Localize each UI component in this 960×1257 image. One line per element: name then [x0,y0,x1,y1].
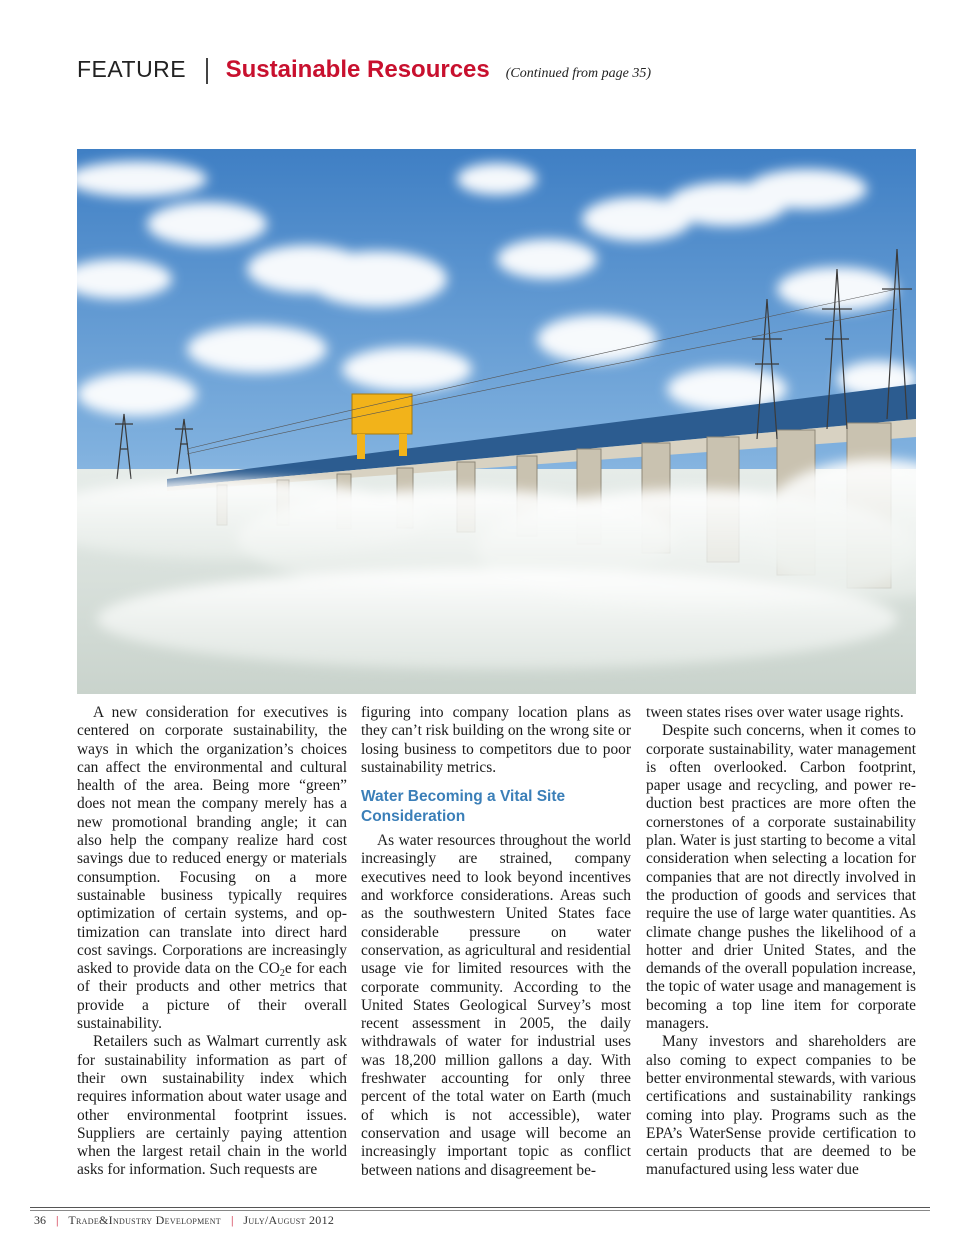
article-column-2 [361,704,631,1180]
page-number: 36 [34,1213,46,1227]
paragraph [77,704,347,1033]
continued-note: (Continued from page 35) [505,66,652,81]
issue-date: July/August 2012 [243,1213,335,1227]
paragraph: As water resources throughout the world increasingly are strained, company executives need to look beyond incentives and workforce considerations. Areas such as the southwestern United States face considerable pressure on water conservation, as agricultural and residential usage vie for limited resources with the corporate community. According to the United States Geological Survey’s most recent assessment in 2005, the daily withdrawals of water for industrial uses was 18,200 million gallons a day. With freshwater accounting for only three percent of the total water on Earth (much of which is not accessible), water conservation and usage will become an increasingly important topic as conflict between nations and disagreement be- [361,832,631,1179]
footer-rule [30,1207,930,1208]
dam-illustration [77,149,916,694]
subscript-2: 2 [279,968,285,980]
footer-separator: | [230,1213,234,1227]
article-title: Sustainable Resources [225,56,490,83]
paragraph-text: e for each of their products and other metrics that provide a picture of their overall sustainability. [77,960,347,1033]
page-header [77,56,651,86]
article-column-1 [77,704,347,1180]
paragraph: tween states rises over water usage rights. [646,704,904,721]
footer-rule-secondary [30,1210,930,1211]
paragraph: figuring into company location plans as they can’t risk building on the wrong site or losing business to competitors due to poor sustainability metrics. [361,704,631,776]
paragraph-text: A new consideration for executives is centered on corporate sustainability, the ways in which the organization’s choices can affect the environmental and cultural health of the area. Being more “green” does not mean the company merely has a new promotional branding angle; it can also help the company realize hard cost savings due to reduced energy or materials consumption. Focusing on a more sustainable business typically requires optimization of certain systems, and optimization can translate into direct hard cost savings. Corporations are increasingly asked to provide data on the CO [77,704,347,978]
publication-name: Trade&Industry Development [68,1213,221,1227]
hydroelectric-dam-photo [77,149,916,694]
header-divider [206,58,208,84]
paragraph: Many investors and shareholders are also coming to expect companies to be better environmental stewards, with various certifications and sustainability rankings coming into play. Programs such as the EPA’s WaterSense provide certification to certain products that are deemed to be manufactured using less water due [646,1033,916,1179]
section-label: FEATURE [77,56,187,82]
article-column-3 [646,704,916,1180]
paragraph: Despite such concerns, when it comes to corporate sustainability, water management is often overlooked. Carbon footprint, paper usage and recycling, and power reduction best practices are more often the cornerstones of a corporate sustainability plan. Water is just starting to become a vital consideration when selecting a location for companies that are not directly involved in the production of goods and services that require the use of large water quantities. As climate change pushes the likelihood of a hotter and drier United States, and the demands of the overall population increase, the topic of water usage and management is becoming a top line item for corporate managers. [646,722,916,1033]
footer-separator: | [56,1213,59,1227]
section-subhead: Water Becoming a Vital Site Consideration [361,788,566,825]
paragraph: Retailers such as Walmart currently ask for sustainability information as part of their own sustainability index which requires information about water usage and other environmental footprint issues. Suppliers are certainly paying attention when the largest retail chain in the world asks for information. Such requests are [77,1033,347,1179]
page-footer [34,1213,334,1228]
